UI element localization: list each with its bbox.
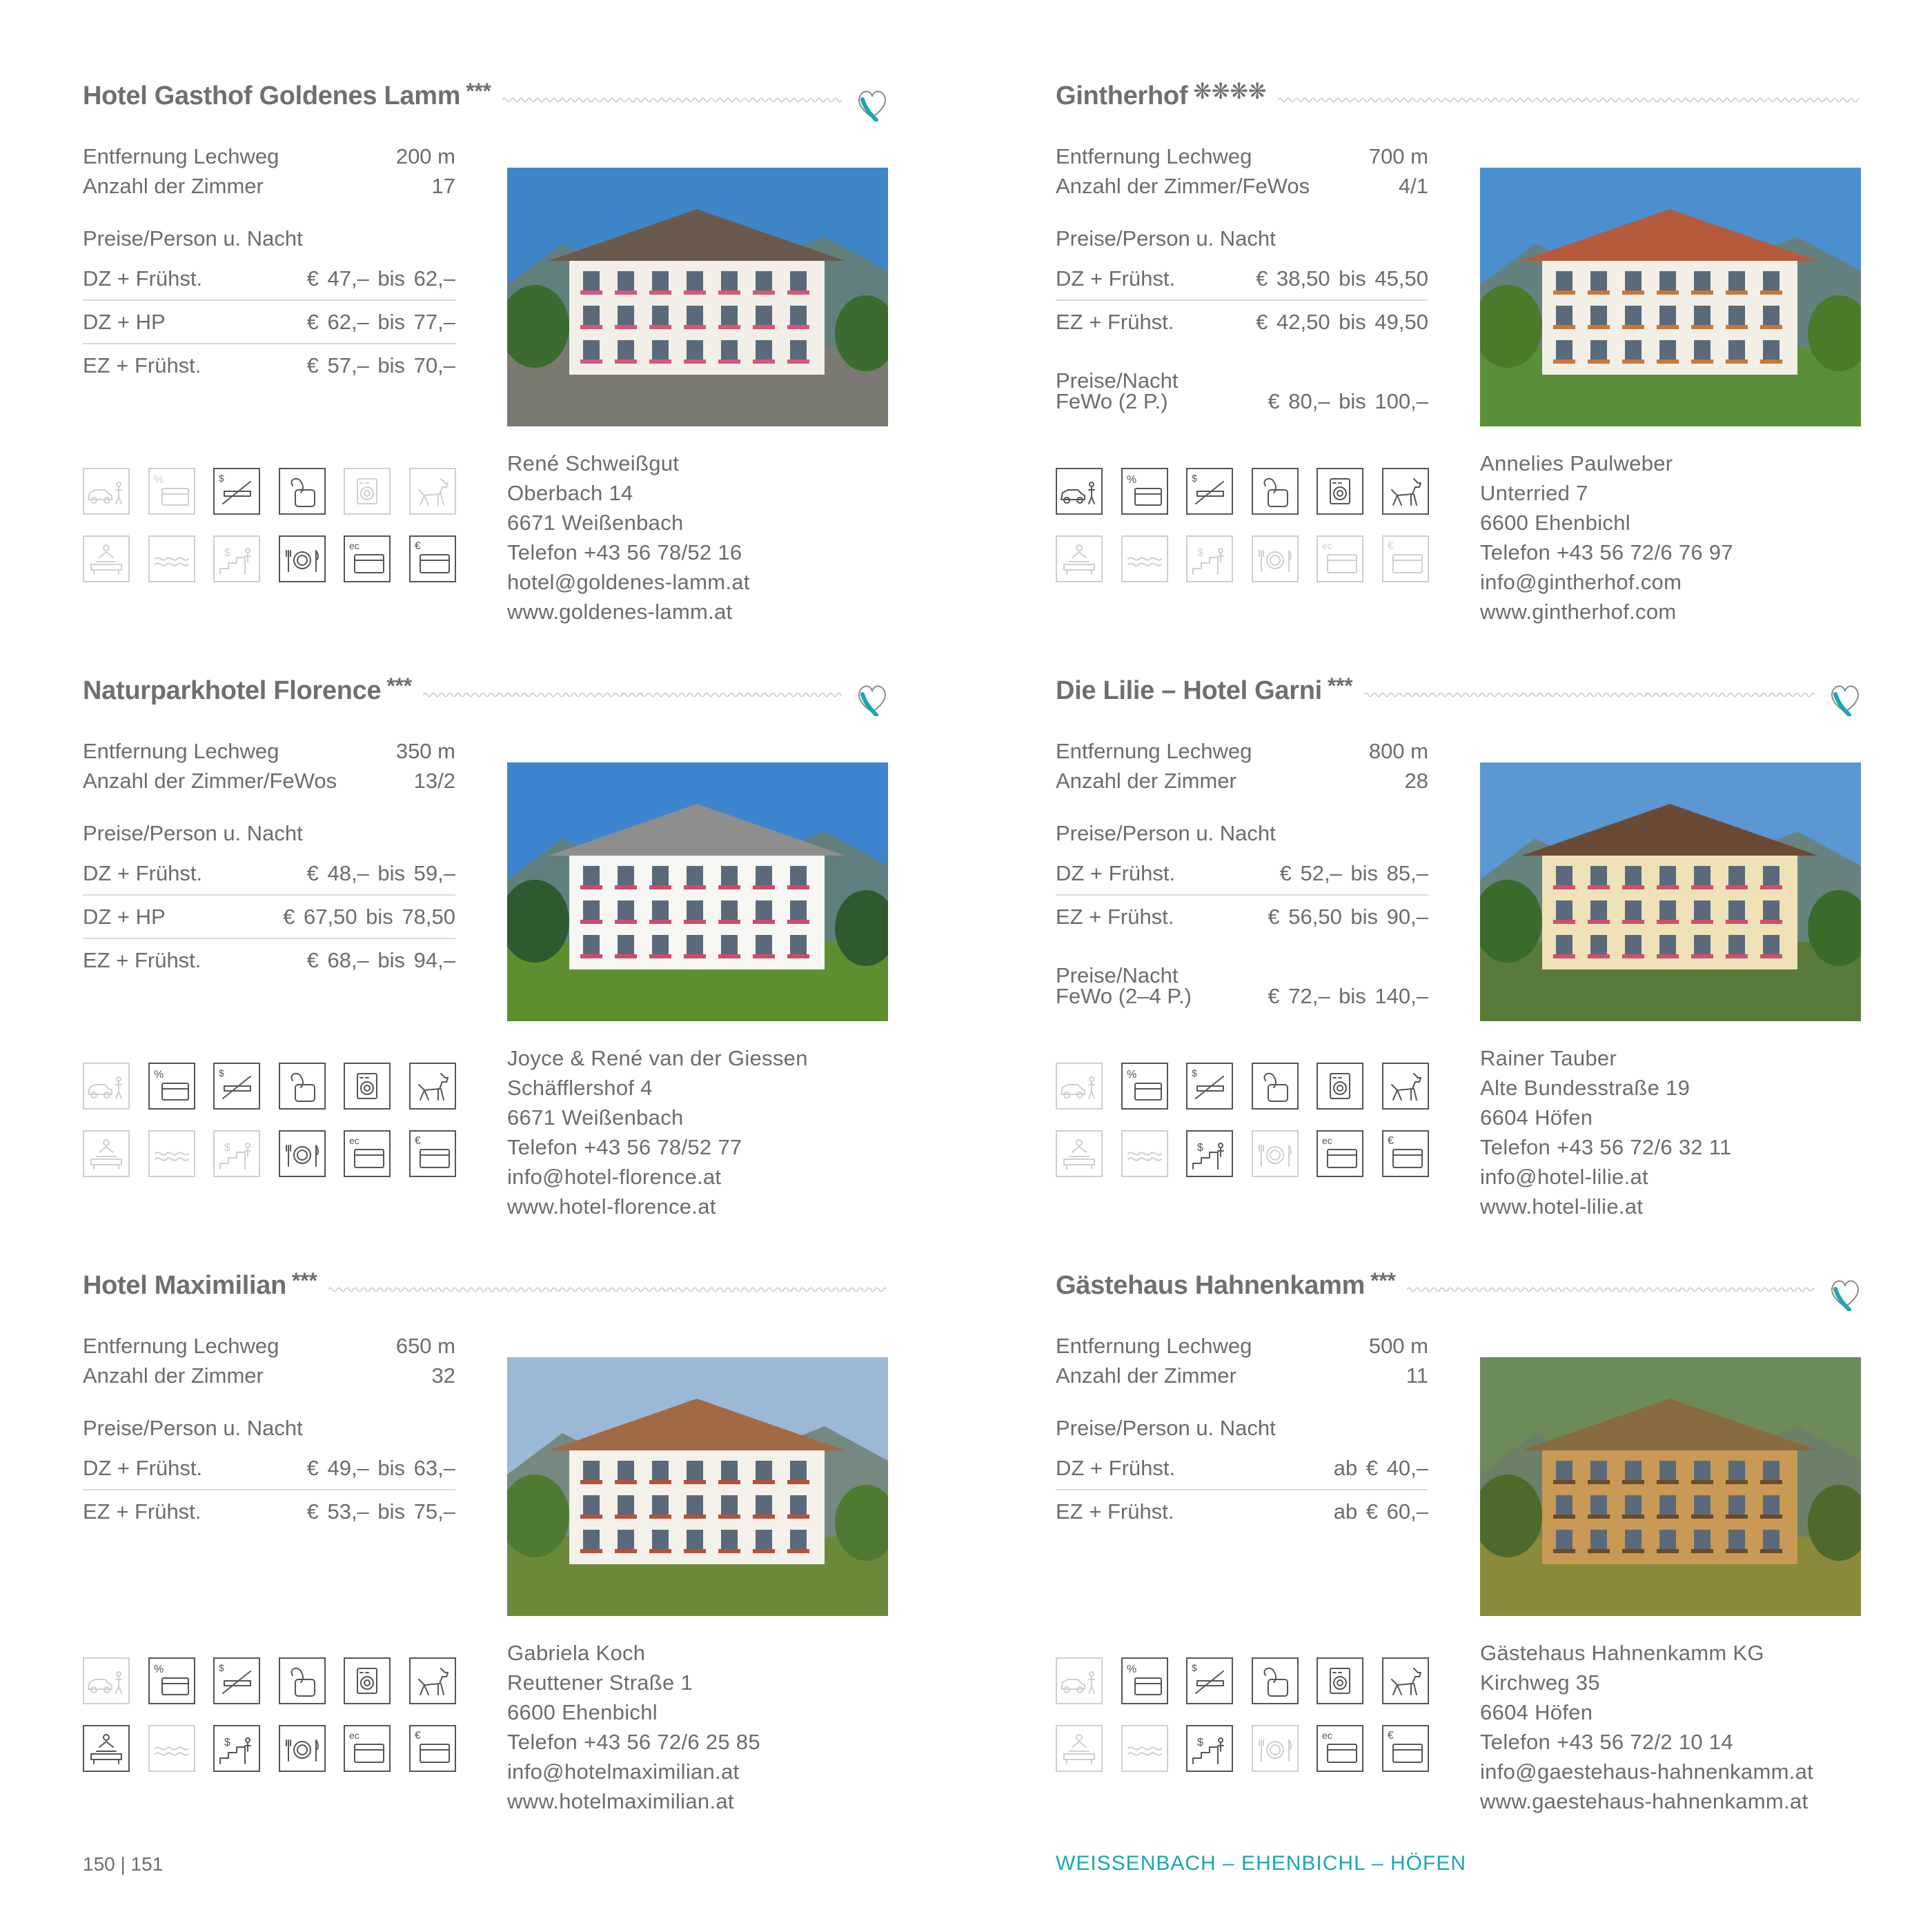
hotel-name	[83, 81, 491, 111]
distance-label: Entfernung Lechweg	[1056, 1334, 1252, 1358]
price-label: EZ + Frühst.	[83, 353, 201, 377]
stairs-icon	[1186, 1725, 1233, 1772]
prices-person-heading: Preise/Person u. Nacht	[1056, 226, 1276, 250]
hotel-name-text: Gintherhof	[1056, 81, 1188, 110]
title-wave-divider	[1407, 1285, 1815, 1294]
euro-card-icon	[409, 1130, 456, 1177]
svg-text:$: $	[224, 1142, 230, 1154]
no-smoking-icon	[1186, 1063, 1233, 1110]
distance-value: 650 m	[395, 1334, 455, 1358]
title-wave-divider	[1278, 95, 1860, 105]
stairs-icon	[213, 1130, 260, 1177]
price-range: ab € 60,–	[1333, 1499, 1428, 1524]
price-range: € 42,50 bis 49,50	[1256, 310, 1428, 334]
rooms-label: Anzahl der Zimmer	[1056, 1363, 1236, 1388]
hotel-name-text: Naturparkhotel Florence	[83, 676, 382, 705]
svg-text:ec: ec	[1322, 1730, 1332, 1741]
contact-name: Joyce & René van der Giessen	[507, 1046, 808, 1070]
distance-row	[83, 141, 455, 171]
fewo-range: € 80,– bis 100,–	[1268, 389, 1428, 413]
contact-website[interactable]: www.hotel-lilie.at	[1480, 1194, 1644, 1219]
price-range: € 57,– bis 70,–	[306, 353, 455, 377]
contact-street: Unterried 7	[1480, 481, 1588, 505]
contact-name: Annelies Paulweber	[1480, 451, 1673, 475]
price-label: DZ + Frühst.	[83, 861, 203, 885]
massage-icon	[1056, 535, 1103, 582]
restaurant-icon	[279, 1130, 326, 1177]
contact-street: Reuttener Straße 1	[507, 1670, 693, 1695]
distance-value: 800 m	[1368, 739, 1428, 763]
hotel-name-text: Gästehaus Hahnenkamm	[1056, 1271, 1366, 1300]
rooms-row	[83, 171, 455, 201]
hotel-stars: ***	[386, 673, 412, 698]
price-label: DZ + HP	[83, 905, 166, 929]
massage-icon	[1056, 1130, 1103, 1177]
distance-row	[1056, 736, 1428, 766]
pool-icon	[1121, 1725, 1168, 1772]
rooms-value: 11	[1406, 1363, 1428, 1388]
facts-block	[1056, 736, 1428, 796]
svg-text:$: $	[1192, 1067, 1197, 1078]
distance-label: Entfernung Lechweg	[83, 1334, 279, 1358]
contact-street: Alte Bundesstraße 19	[1480, 1076, 1690, 1100]
price-label: DZ + Frühst.	[83, 1456, 203, 1480]
hotel-photo	[507, 1357, 888, 1616]
contact-phone: Telefon +43 56 72/2 10 14	[1480, 1730, 1733, 1754]
prices-person-heading: Preise/Person u. Nacht	[1056, 1416, 1276, 1440]
svg-text:€: €	[1387, 540, 1394, 552]
contact-city: 6600 Ehenbichl	[507, 1700, 658, 1724]
price-label: DZ + Frühst.	[1056, 861, 1176, 885]
no-smoking-icon	[213, 468, 260, 515]
euro-card-icon	[409, 1725, 456, 1772]
rooms-value: 28	[1404, 769, 1428, 793]
contact-website[interactable]: www.gaestehaus-hahnenkamm.at	[1480, 1789, 1808, 1813]
facts-block	[83, 141, 455, 201]
restaurant-icon	[1252, 1130, 1299, 1177]
svg-text:ec: ec	[349, 540, 359, 551]
title-row	[1056, 1265, 1863, 1321]
rooms-row	[1056, 171, 1428, 201]
svg-text:€: €	[414, 1135, 421, 1147]
contact-block	[507, 448, 750, 627]
rooms-label: Anzahl der Zimmer	[1056, 769, 1236, 793]
car-person-icon	[1056, 468, 1103, 515]
wellness-icon	[279, 1063, 326, 1110]
fewo-table	[1056, 980, 1428, 1013]
wellness-icon	[1252, 468, 1299, 515]
price-table	[83, 852, 455, 981]
hotel-name-text: Hotel Maximilian	[83, 1271, 287, 1300]
svg-text:$: $	[219, 1067, 224, 1078]
prices-person-heading: Preise/Person u. Nacht	[83, 1416, 303, 1440]
distance-row	[1056, 141, 1428, 171]
restaurant-icon	[279, 535, 326, 582]
washing-machine-icon	[344, 468, 391, 515]
contact-name: René Schweißgut	[507, 451, 680, 475]
svg-text:$: $	[1192, 473, 1197, 484]
contact-block	[1480, 1043, 1732, 1221]
distance-row	[83, 736, 455, 766]
distance-value: 700 m	[1368, 144, 1428, 168]
distance-row	[1056, 1331, 1428, 1361]
facts-block	[1056, 141, 1428, 201]
rooms-value: 32	[431, 1363, 455, 1388]
contact-phone: Telefon +43 56 72/6 25 85	[507, 1730, 760, 1754]
price-row	[83, 852, 455, 896]
contact-website[interactable]: www.hotel-florence.at	[507, 1194, 716, 1219]
contact-city: 6600 Ehenbichl	[1480, 511, 1630, 535]
price-row	[83, 1490, 455, 1532]
no-smoking-icon	[213, 1657, 260, 1704]
price-row	[83, 896, 455, 939]
distance-label: Entfernung Lechweg	[83, 739, 279, 763]
distance-value: 350 m	[395, 739, 455, 763]
svg-text:$: $	[1192, 1662, 1197, 1673]
wellness-icon	[1252, 1063, 1299, 1110]
contact-name: Gabriela Koch	[507, 1641, 646, 1665]
car-person-icon	[1056, 1657, 1103, 1704]
contact-website[interactable]: www.goldenes-lamm.at	[507, 600, 733, 624]
facts-block	[83, 736, 455, 796]
euro-card-icon	[409, 535, 456, 582]
svg-text:%: %	[1126, 1069, 1136, 1081]
svg-text:%: %	[153, 1069, 164, 1081]
contact-block	[1480, 448, 1733, 627]
price-row	[1056, 896, 1428, 938]
discount-card-icon	[148, 1063, 195, 1110]
contact-city: 6671 Weißenbach	[507, 511, 684, 535]
hotel-photo	[507, 168, 888, 426]
heart-icon	[856, 680, 889, 716]
euro-card-icon	[1382, 535, 1429, 582]
discount-card-icon	[148, 1657, 195, 1704]
price-row	[1056, 301, 1428, 343]
prices-person-heading: Preise/Person u. Nacht	[1056, 821, 1276, 845]
hotel-photo	[1480, 1357, 1861, 1616]
massage-icon	[83, 1725, 130, 1772]
price-label: EZ + Frühst.	[83, 948, 201, 972]
facts-block	[83, 1331, 455, 1390]
contact-email[interactable]: info@hotel-lilie.at	[1480, 1165, 1648, 1189]
price-label: DZ + Frühst.	[1056, 1456, 1176, 1480]
no-smoking-icon	[213, 1063, 260, 1110]
discount-card-icon	[1121, 1657, 1168, 1704]
ec-card-icon	[344, 1130, 391, 1177]
contact-block	[1480, 1638, 1813, 1816]
title-wave-divider	[1364, 690, 1815, 700]
svg-text:%: %	[153, 474, 164, 486]
rooms-value: 4/1	[1398, 174, 1428, 198]
pool-icon	[148, 1725, 195, 1772]
price-range: € 53,– bis 75,–	[306, 1499, 455, 1524]
price-range: ab € 40,–	[1333, 1456, 1428, 1480]
svg-text:$: $	[224, 1737, 230, 1748]
dog-icon	[409, 1063, 456, 1110]
distance-label: Entfernung Lechweg	[1056, 739, 1252, 763]
rooms-value: 17	[431, 174, 455, 198]
contact-city: 6604 Höfen	[1480, 1105, 1593, 1130]
contact-email[interactable]: info@hotelmaximilian.at	[507, 1759, 740, 1784]
euro-card-icon	[1382, 1130, 1429, 1177]
title-wave-divider	[502, 95, 842, 105]
stairs-icon	[213, 535, 260, 582]
washing-machine-icon	[1317, 1657, 1363, 1704]
price-label: EZ + Frühst.	[1056, 905, 1174, 929]
svg-text:€: €	[1387, 1730, 1394, 1742]
pool-icon	[148, 535, 195, 582]
contact-website[interactable]: www.gintherhof.com	[1480, 600, 1677, 624]
distance-label: Entfernung Lechweg	[1056, 144, 1252, 168]
title-wave-divider	[423, 690, 842, 700]
contact-phone: Telefon +43 56 78/52 77	[507, 1135, 742, 1159]
contact-city: 6671 Weißenbach	[507, 1105, 684, 1130]
ec-card-icon	[1317, 1130, 1363, 1177]
contact-website[interactable]: www.hotelmaximilian.at	[507, 1789, 734, 1813]
rooms-label: Anzahl der Zimmer	[83, 1363, 264, 1388]
euro-card-icon	[1382, 1725, 1429, 1772]
contact-phone: Telefon +43 56 78/52 16	[507, 540, 742, 564]
fewo-label: FeWo (2–4 P.)	[1056, 984, 1192, 1008]
no-smoking-icon	[1186, 1657, 1233, 1704]
car-person-icon	[83, 468, 130, 515]
price-label: EZ + Frühst.	[1056, 310, 1174, 334]
price-label: DZ + HP	[83, 310, 166, 334]
dog-icon	[1382, 1063, 1429, 1110]
massage-icon	[83, 535, 130, 582]
fewo-range: € 72,– bis 140,–	[1268, 984, 1428, 1008]
hotel-stars: ***	[292, 1268, 317, 1293]
hotel-entry	[83, 1265, 890, 1817]
hotel-entry	[1056, 671, 1863, 1223]
contact-city: 6604 Höfen	[1480, 1700, 1593, 1724]
hotel-entry	[1056, 76, 1863, 628]
svg-text:ec: ec	[1322, 540, 1332, 551]
price-table	[83, 1447, 455, 1532]
pool-icon	[148, 1130, 195, 1177]
svg-text:ec: ec	[349, 1730, 359, 1741]
title-wave-divider	[328, 1285, 887, 1294]
hotel-photo	[1480, 762, 1861, 1021]
dog-icon	[1382, 468, 1429, 515]
svg-text:ec: ec	[349, 1135, 359, 1146]
price-range: € 52,– bis 85,–	[1279, 861, 1428, 885]
hotel-stars: ***	[1327, 673, 1353, 698]
hotel-name-text: Die Lilie – Hotel Garni	[1056, 676, 1322, 705]
price-row	[83, 257, 455, 301]
restaurant-icon	[1252, 1725, 1299, 1772]
hotel-entry	[83, 671, 890, 1223]
car-person-icon	[83, 1657, 130, 1704]
car-person-icon	[1056, 1063, 1103, 1110]
svg-text:€: €	[1387, 1135, 1394, 1147]
facts-block	[1056, 1331, 1428, 1390]
wellness-icon	[1252, 1657, 1299, 1704]
stairs-icon	[1186, 1130, 1233, 1177]
wellness-icon	[279, 1657, 326, 1704]
dog-icon	[1382, 1657, 1429, 1704]
contact-name: Gästehaus Hahnenkamm KG	[1480, 1641, 1764, 1665]
massage-icon	[1056, 1725, 1103, 1772]
price-range: € 68,– bis 94,–	[306, 948, 455, 972]
price-row	[1056, 852, 1428, 896]
hotel-name	[1056, 673, 1353, 706]
rooms-row	[83, 766, 455, 796]
svg-text:€: €	[414, 540, 421, 552]
svg-text:€: €	[414, 1730, 421, 1742]
price-table	[1056, 852, 1428, 938]
svg-text:%: %	[153, 1664, 164, 1675]
rooms-label: Anzahl der Zimmer/FeWos	[1056, 174, 1310, 198]
restaurant-icon	[279, 1725, 326, 1772]
price-row	[1056, 1490, 1428, 1532]
title-row	[83, 76, 890, 131]
price-row	[1056, 1447, 1428, 1490]
price-range: € 56,50 bis 90,–	[1268, 905, 1428, 929]
washing-machine-icon	[344, 1063, 391, 1110]
title-row	[83, 1265, 890, 1321]
price-label: EZ + Frühst.	[1056, 1499, 1174, 1524]
svg-text:%: %	[1126, 474, 1136, 486]
prices-person-heading: Preise/Person u. Nacht	[83, 226, 303, 250]
no-smoking-icon	[1186, 468, 1233, 515]
heart-icon	[1828, 680, 1862, 716]
price-range: € 62,– bis 77,–	[306, 310, 455, 334]
stairs-icon	[1186, 535, 1233, 582]
price-range: € 47,– bis 62,–	[306, 266, 455, 290]
rooms-row	[1056, 1361, 1428, 1390]
region-title: WEISSENBACH – EHENBICHL – HÖFEN	[1056, 1852, 1467, 1875]
price-range: € 49,– bis 63,–	[306, 1456, 455, 1480]
heart-icon	[856, 86, 889, 121]
hotel-entry	[83, 76, 890, 628]
svg-text:$: $	[219, 473, 224, 484]
hotel-photo	[1480, 168, 1861, 426]
discount-card-icon	[148, 468, 195, 515]
rooms-row	[83, 1361, 455, 1390]
hotel-entry	[1056, 1265, 1863, 1817]
hotel-name	[83, 1268, 317, 1301]
hotel-photo	[507, 762, 888, 1021]
heart-icon	[1828, 1275, 1862, 1311]
price-range: € 48,– bis 59,–	[306, 861, 455, 885]
ec-card-icon	[344, 1725, 391, 1772]
ec-card-icon	[1317, 1725, 1363, 1772]
fewo-label: FeWo (2 P.)	[1056, 389, 1168, 413]
restaurant-icon	[1252, 535, 1299, 582]
wellness-icon	[279, 468, 326, 515]
price-table	[1056, 257, 1428, 343]
svg-text:$: $	[1197, 547, 1203, 559]
hotel-name	[1056, 1268, 1396, 1301]
fewo-table	[1056, 385, 1428, 418]
contact-street: Kirchweg 35	[1480, 1670, 1600, 1695]
distance-label: Entfernung Lechweg	[83, 144, 279, 168]
hotel-stars: ***	[1370, 1268, 1396, 1293]
rooms-label: Anzahl der Zimmer/FeWos	[83, 769, 337, 793]
title-row	[1056, 76, 1863, 131]
svg-text:$: $	[224, 547, 230, 559]
svg-text:$: $	[1197, 1737, 1203, 1748]
prices-night-heading: Preise/Nacht	[1056, 963, 1179, 987]
discount-card-icon	[1121, 1063, 1168, 1110]
stairs-icon	[213, 1725, 260, 1772]
hotel-name-text: Hotel Gasthof Goldenes Lamm	[83, 81, 461, 110]
hotel-name	[83, 673, 412, 706]
price-label: DZ + Frühst.	[1056, 266, 1176, 290]
contact-email[interactable]: info@gintherhof.com	[1480, 570, 1682, 594]
price-label: EZ + Frühst.	[83, 1499, 201, 1524]
svg-text:$: $	[1197, 1142, 1203, 1154]
price-row	[83, 939, 455, 981]
hotel-name	[1056, 81, 1266, 111]
dog-icon	[409, 1657, 456, 1704]
price-row	[83, 1447, 455, 1490]
rooms-row	[1056, 766, 1428, 796]
price-table	[1056, 1447, 1428, 1532]
price-label: DZ + Frühst.	[83, 266, 203, 290]
price-row	[83, 301, 455, 344]
contact-street: Schäfflershof 4	[507, 1076, 653, 1100]
ec-card-icon	[344, 535, 391, 582]
distance-value: 200 m	[395, 144, 455, 168]
prices-person-heading: Preise/Person u. Nacht	[83, 821, 303, 845]
washing-machine-icon	[1317, 1063, 1363, 1110]
title-row	[1056, 671, 1863, 726]
hotel-stars: ***	[466, 79, 491, 103]
svg-text:ec: ec	[1322, 1135, 1332, 1146]
pool-icon	[1121, 1130, 1168, 1177]
fewo-row	[1056, 385, 1428, 418]
price-range: € 67,50 bis 78,50	[283, 905, 455, 929]
contact-phone: Telefon +43 56 72/6 76 97	[1480, 540, 1733, 564]
ec-card-icon	[1317, 535, 1363, 582]
contact-email[interactable]: hotel@goldenes-lamm.at	[507, 570, 750, 594]
svg-text:$: $	[219, 1662, 224, 1673]
car-person-icon	[83, 1063, 130, 1110]
pool-icon	[1121, 535, 1168, 582]
contact-email[interactable]: info@hotel-florence.at	[507, 1165, 722, 1189]
dog-icon	[409, 468, 456, 515]
distance-row	[83, 1331, 455, 1361]
svg-text:%: %	[1126, 1664, 1136, 1675]
price-table	[83, 257, 455, 386]
rooms-value: 13/2	[413, 769, 455, 793]
fewo-row	[1056, 980, 1428, 1013]
contact-email[interactable]: info@gaestehaus-hahnenkamm.at	[1480, 1759, 1814, 1784]
title-row	[83, 671, 890, 726]
massage-icon	[83, 1130, 130, 1177]
hotel-stars: ❋❋❋❋	[1193, 79, 1267, 103]
price-row	[1056, 257, 1428, 301]
washing-machine-icon	[344, 1657, 391, 1704]
contact-street: Oberbach 14	[507, 481, 633, 505]
distance-value: 500 m	[1368, 1334, 1428, 1358]
page-numbers: 150 | 151	[83, 1853, 164, 1875]
price-range: € 38,50 bis 45,50	[1256, 266, 1428, 290]
rooms-label: Anzahl der Zimmer	[83, 174, 264, 198]
contact-block	[507, 1638, 760, 1816]
contact-name: Rainer Tauber	[1480, 1046, 1617, 1070]
price-row	[83, 344, 455, 386]
contact-phone: Telefon +43 56 72/6 32 11	[1480, 1135, 1732, 1159]
prices-night-heading: Preise/Nacht	[1056, 368, 1179, 393]
washing-machine-icon	[1317, 468, 1363, 515]
discount-card-icon	[1121, 468, 1168, 515]
contact-block	[507, 1043, 808, 1221]
